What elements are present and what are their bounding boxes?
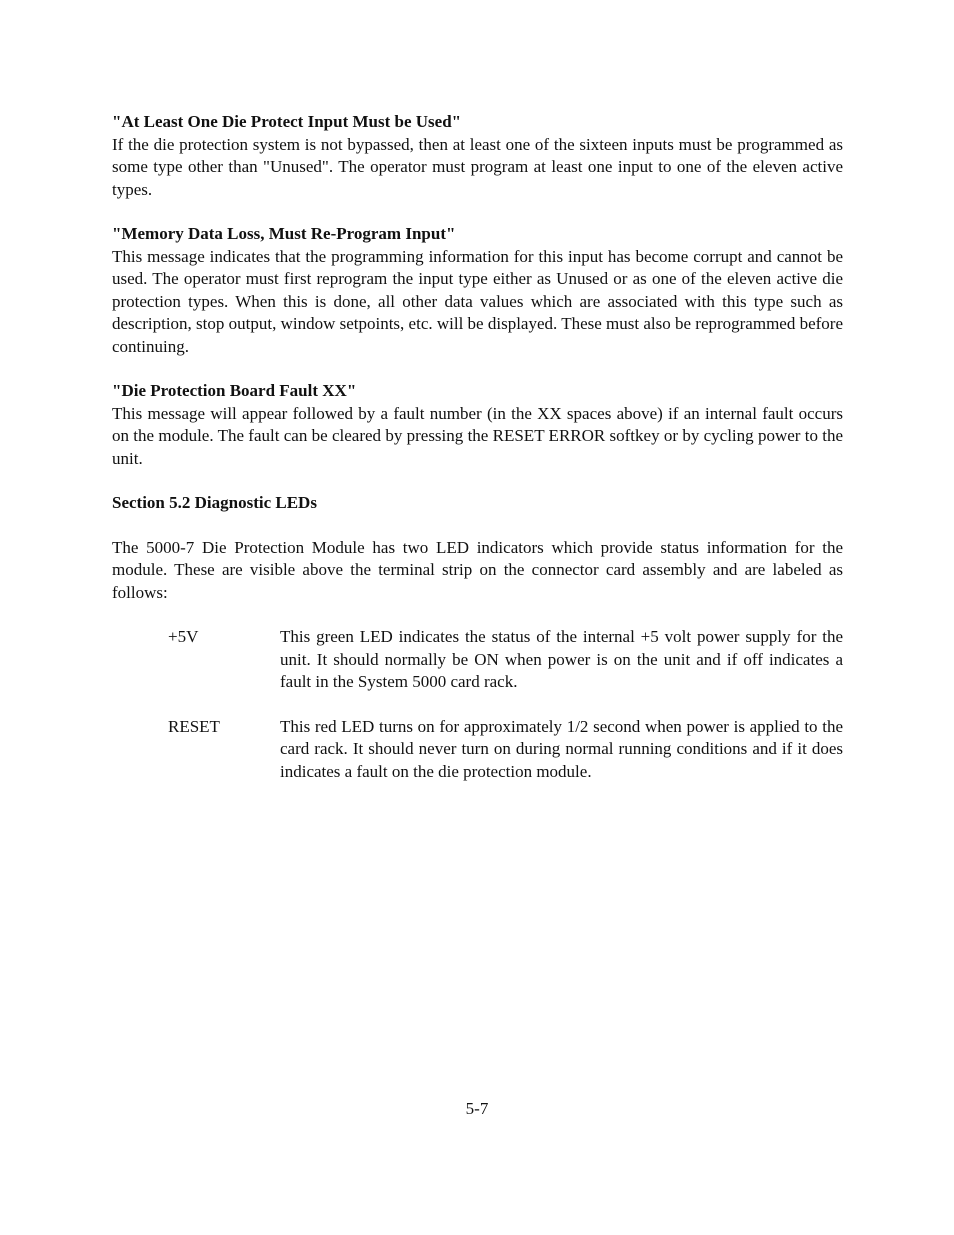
message-title: "At Least One Die Protect Input Must be Used" [112,112,462,131]
led-item-5v [168,626,843,694]
page-number: 5-7 [465,1099,489,1118]
section-intro-block [112,537,843,605]
led-list [112,626,843,783]
message-block-memory-data-loss [112,223,843,358]
led-label: RESET [168,716,220,736]
document-page [112,111,843,805]
message-body: This message indicates that the programming information for this input has become corrupt and cannot be used. The operator must first reprogram the input type either as Unused or as one of the eleven active die protection types. When this is done, all other data values which are associated with this type such as description, stop output, window setpoints, etc. will be displayed. These must also be reprogrammed before continuing. [112,246,844,356]
section-intro: The 5000-7 Die Protection Module has two LED indicators which provide status information for the module. These are visible above the terminal strip on the connector card assembly and are labeled as follows: [112,537,843,602]
message-block-board-fault [112,380,843,470]
message-body: This message will appear followed by a fault number (in the XX spaces above) if an internal fault occurs on the module. The fault can be cleared by pressing the RESET ERROR softkey or by cycling power to the unit. [112,403,843,468]
message-block-at-least-one-input [112,111,843,201]
section-title: Section 5.2 Diagnostic LEDs [112,493,317,512]
led-label: +5V [168,627,199,646]
message-title: "Die Protection Board Fault XX" [112,381,357,400]
led-description: This red LED turns on for approximately 1/2 second when power is applied to the card rack. It should never turn on during normal running conditions and if it does indicates a fault on the die protection module. [280,716,843,781]
message-body: If the die protection system is not bypassed, then at least one of the sixteen inputs must be programmed as some type other than "Unused". The operator must program at least one input to one of the eleven active types. [112,134,843,199]
led-item-reset [168,716,843,784]
led-description: This green LED indicates the status of the internal +5 volt power supply for the unit. It should normally be ON when power is on the unit and if off indicates a fault in the System 5000 card rack. [280,627,843,691]
message-title: "Memory Data Loss, Must Re-Program Input" [112,224,456,243]
